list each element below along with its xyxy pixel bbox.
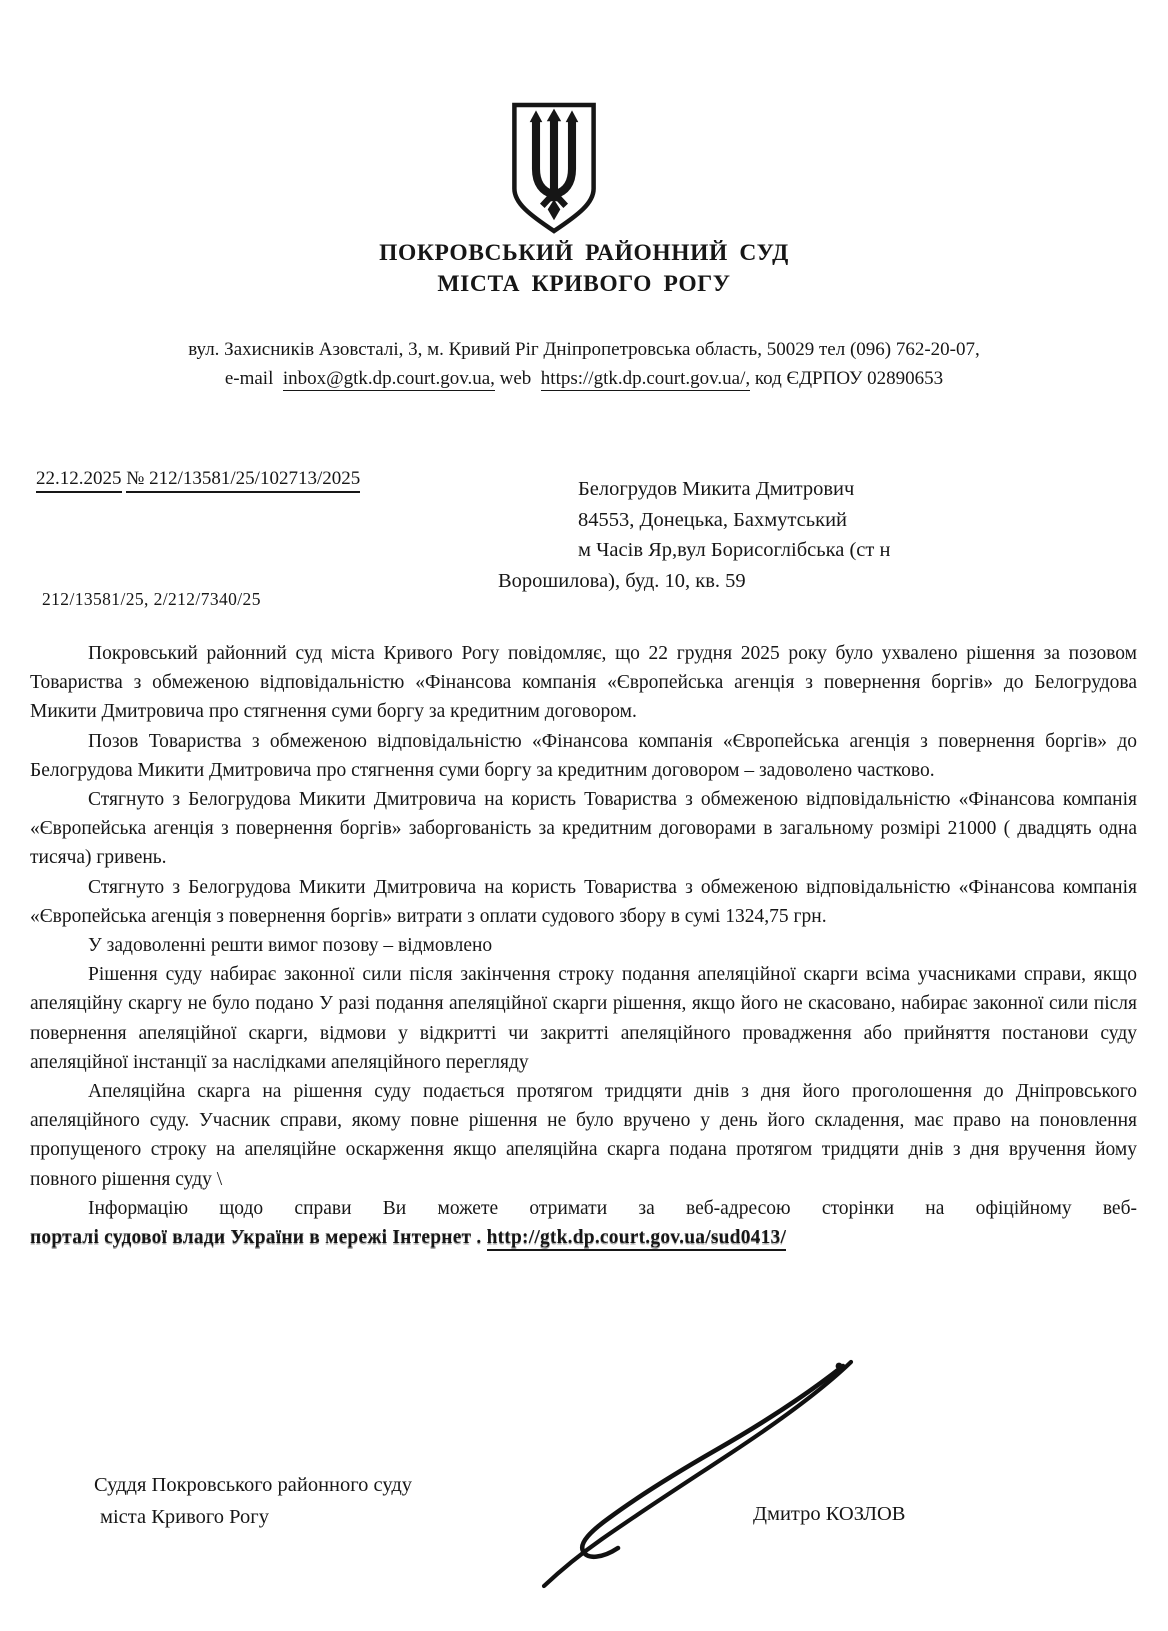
document-date: 22.12.2025 xyxy=(36,468,122,493)
info-paragraph-line2 xyxy=(30,1223,1137,1252)
court-email: inbox@gtk.dp.court.gov.ua, xyxy=(282,367,495,389)
court-name-line2: МІСТА КРИВОГО РОГУ xyxy=(437,271,731,297)
body-paragraph: Апеляційна скарга на рішення суду подається протягом тридцяти днів з дня його проголошення до Дніпровського апеляційного суду. Учасник справи, якому повне рішення не було вручено у день його складення, має право на поновлення пропущеного строку на апеляційне оскарження якщо апеляційна скарга подана протягом тридцяти днів з дня вручення йому повного рішення суду \ xyxy=(30,1081,1137,1190)
body-paragraph: Стягнуто з Белогрудова Микити Дмитровича на користь Товариства з обмеженою відповідальністю «Фінансова компанія «Європейська агенція з повернення боргів» заборгованість за кредитним договорами в загальному розмірі 21000 ( двадцять одна тисяча) гривень. xyxy=(30,789,1137,869)
court-web-url: https://gtk.dp.court.gov.ua/, xyxy=(540,367,751,389)
recipient-address-line2: м Часів Яр,вул Борисоглібська (ст н xyxy=(578,539,891,561)
notice-body xyxy=(30,639,1137,1252)
email-label: e-mail xyxy=(224,367,279,389)
judge-title-line1: Суддя Покровського районного суду xyxy=(94,1474,413,1496)
recipient-address-line3: Ворошилова), буд. 10, кв. 59 xyxy=(498,569,746,592)
recipient-address-line1: 84553, Донецька, Бахмутський xyxy=(578,508,848,531)
court-address-line: вул. Захисників Азовсталі, 3, м. Кривий Ріг Дніпропетровська область, 50029 тел (096) 762-20-07, xyxy=(188,339,980,360)
info-paragraph-line2-text: порталі судової влади України в мережі Інтернет . xyxy=(30,1227,487,1249)
court-name xyxy=(0,238,1168,300)
body-paragraph: Покровський районний суд міста Кривого Рогу повідомляє, що 22 грудня 2025 року було ухвалено рішення за позовом Товариства з обмеженою відповідальністю «Фінансова компанія «Європейська агенція з повернення боргів» до Белогрудова Микити Дмитровича про стягнення суми боргу за кредитним договором. xyxy=(30,643,1137,723)
info-paragraph-line1: Інформацію щодо справи Ви можете отримати за веб-адресою сторінки на офіційному веб- xyxy=(88,1197,1137,1219)
case-numbers: 212/13581/25, 2/212/7340/25 xyxy=(42,589,261,609)
judge-name: Дмитро КОЗЛОВ xyxy=(753,1503,906,1525)
court-portal-url: http://gtk.dp.court.gov.ua/sud0413/ xyxy=(487,1227,787,1251)
body-paragraph: Позов Товариства з обмеженою відповідальністю «Фінансова компанія «Європейська агенція з повернення боргів» до Белогрудова Микити Дмитровича про стягнення суми боргу за кредитним договором – задоволено частково. xyxy=(30,730,1137,781)
reference-line xyxy=(36,468,360,490)
ukraine-trident-emblem-icon xyxy=(509,98,599,238)
court-contact-line2 xyxy=(0,365,1168,394)
edrpou-code: код ЄДРПОУ 02890653 xyxy=(750,367,944,389)
web-label: web xyxy=(494,367,537,389)
body-paragraph: У задоволенні решти вимог позову – відмовлено xyxy=(88,935,493,957)
body-paragraph: Стягнуто з Белогрудова Микити Дмитровича на користь Товариства з обмеженою відповідальністю «Фінансова компанія «Європейська агенція з повернення боргів» витрати з оплати судового збору в сумі 1324,75 грн. xyxy=(30,876,1137,927)
judge-title-line2: міста Кривого Рогу xyxy=(100,1506,269,1528)
court-name-line1: ПОКРОВСЬКИЙ РАЙОННИЙ СУД xyxy=(379,240,789,266)
judge-signature-handwriting xyxy=(460,1280,880,1610)
recipient-name: Белогрудов Микита Дмитрович xyxy=(578,478,855,500)
body-paragraph: Рішення суду набирає законної сили після закінчення строку подання апеляційної скарги всіма учасниками справи, якщо апеляційну скаргу не було подано У разі подання апеляційної скарги рішення, якщо його не скасовано, набирає законної сили після повернення апеляційної скарги, відмови у відкритті чи закритті апеляційного провадження або прийняття постанови суду апеляційної інстанції за наслідками апеляційного перегляду xyxy=(30,964,1137,1073)
court-contact-block xyxy=(0,336,1168,393)
document-number: № 212/13581/25/102713/2025 xyxy=(126,468,360,493)
recipient-block xyxy=(498,474,1146,596)
